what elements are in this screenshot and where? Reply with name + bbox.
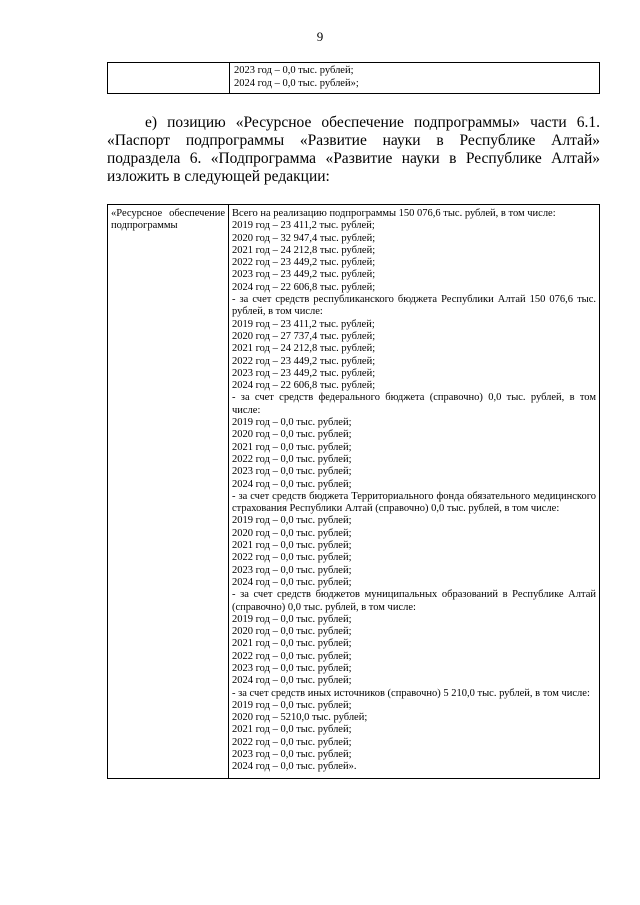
continuation-line: 2024 год – 0,0 тыс. рублей»; — [234, 77, 359, 89]
funding-line: 2020 год – 5210,0 тыс. рублей; — [232, 712, 368, 724]
funding-line: 2019 год – 0,0 тыс. рублей; — [232, 515, 352, 527]
funding-line: 2023 год – 0,0 тыс. рублей; — [232, 662, 352, 674]
funding-line: 2022 год – 0,0 тыс. рублей; — [232, 453, 352, 465]
funding-line: 2024 год – 22 606,8 тыс. рублей; — [232, 281, 376, 293]
funding-line: - за счет средств бюджета Территориального фонда обязательного медицинского страхования Республики Алтай (справочно) 0,0 тыс. рублей, в том числе: — [232, 490, 596, 515]
funding-line: - за счет средств республиканского бюджета Республики Алтай 150 076,6 тыс. рублей, в том числе: — [232, 294, 596, 318]
funding-line: 2021 год – 0,0 тыс. рублей; — [232, 540, 352, 552]
funding-line: 2021 год – 0,0 тыс. рублей; — [232, 441, 352, 453]
funding-line: 2024 год – 0,0 тыс. рублей; — [232, 576, 352, 588]
page-number: 9 — [316, 29, 324, 44]
funding-line: 2021 год – 0,0 тыс. рублей; — [232, 724, 352, 736]
funding-line: 2024 год – 0,0 тыс. рублей; — [232, 478, 352, 490]
funding-line: - за счет средств иных источников (справочно) 5 210,0 тыс. рублей, в том числе: — [232, 687, 590, 699]
funding-line: - за счет средств бюджетов муниципальных образований в Республике Алтай (справочно) 0,0 тыс. рублей, в том числе: — [232, 589, 596, 613]
funding-line: 2024 год – 0,0 тыс. рублей». — [232, 761, 357, 773]
table-row — [108, 205, 600, 779]
funding-line: 2024 год – 22 606,8 тыс. рублей; — [232, 380, 376, 392]
funding-line: 2020 год – 27 737,4 тыс. рублей; — [232, 330, 376, 342]
continuation-left-cell — [108, 63, 230, 94]
funding-line: 2022 год – 23 449,2 тыс. рублей; — [232, 257, 376, 269]
funding-line: 2024 год – 0,0 тыс. рублей; — [232, 675, 352, 687]
table-row — [108, 63, 600, 94]
resource-table — [107, 204, 600, 779]
funding-line: 2023 год – 0,0 тыс. рублей; — [232, 749, 352, 761]
funding-line: 2022 год – 0,0 тыс. рублей; — [232, 650, 352, 662]
funding-line: 2020 год – 0,0 тыс. рублей; — [232, 429, 352, 441]
amendment-paragraph: е) позицию «Ресурсное обеспечение подпрограммы» части 6.1. «Паспорт подпрограммы «Развитие науки в Республике Алтай» подраздела 6. «Подпрограмма «Развитие науки в Республике Алтай» изложить в следующей редакции: — [107, 114, 600, 185]
funding-line: 2023 год – 0,0 тыс. рублей; — [232, 564, 352, 576]
resource-details-cell — [229, 205, 600, 779]
funding-line: 2022 год – 0,0 тыс. рублей; — [232, 552, 352, 564]
funding-line: - за счет средств федерального бюджета (справочно) 0,0 тыс. рублей, в том числе: — [232, 392, 596, 416]
funding-line: 2019 год – 0,0 тыс. рублей; — [232, 613, 352, 625]
funding-line: 2020 год – 0,0 тыс. рублей; — [232, 626, 352, 638]
funding-line: 2020 год – 0,0 тыс. рублей; — [232, 527, 352, 539]
funding-line: 2023 год – 0,0 тыс. рублей; — [232, 466, 352, 478]
funding-line: 2019 год – 23 411,2 тыс. рублей; — [232, 318, 375, 330]
funding-line: 2021 год – 24 212,8 тыс. рублей; — [232, 343, 376, 355]
funding-line: 2023 год – 23 449,2 тыс. рублей; — [232, 269, 376, 281]
funding-line: 2019 год – 0,0 тыс. рублей; — [232, 699, 352, 711]
funding-line: 2023 год – 23 449,2 тыс. рублей; — [232, 367, 376, 379]
funding-line: 2019 год – 23 411,2 тыс. рублей; — [232, 220, 375, 232]
funding-line: 2021 год – 0,0 тыс. рублей; — [232, 638, 352, 650]
resource-label-cell: «Ресурсное обеспечение подпрограммы — [108, 205, 229, 779]
funding-line: 2021 год – 24 212,8 тыс. рублей; — [232, 244, 376, 256]
funding-line: 2022 год – 23 449,2 тыс. рублей; — [232, 355, 376, 367]
continuation-table — [107, 62, 600, 94]
funding-line: 2020 год – 32 947,4 тыс. рублей; — [232, 232, 376, 244]
funding-line: 2022 год – 0,0 тыс. рублей; — [232, 736, 352, 748]
funding-line: 2019 год – 0,0 тыс. рублей; — [232, 417, 352, 429]
funding-line: Всего на реализацию подпрограммы 150 076,6 тыс. рублей, в том числе: — [232, 208, 556, 219]
continuation-line: 2023 год – 0,0 тыс. рублей; — [234, 65, 354, 76]
continuation-right-cell — [230, 63, 600, 94]
